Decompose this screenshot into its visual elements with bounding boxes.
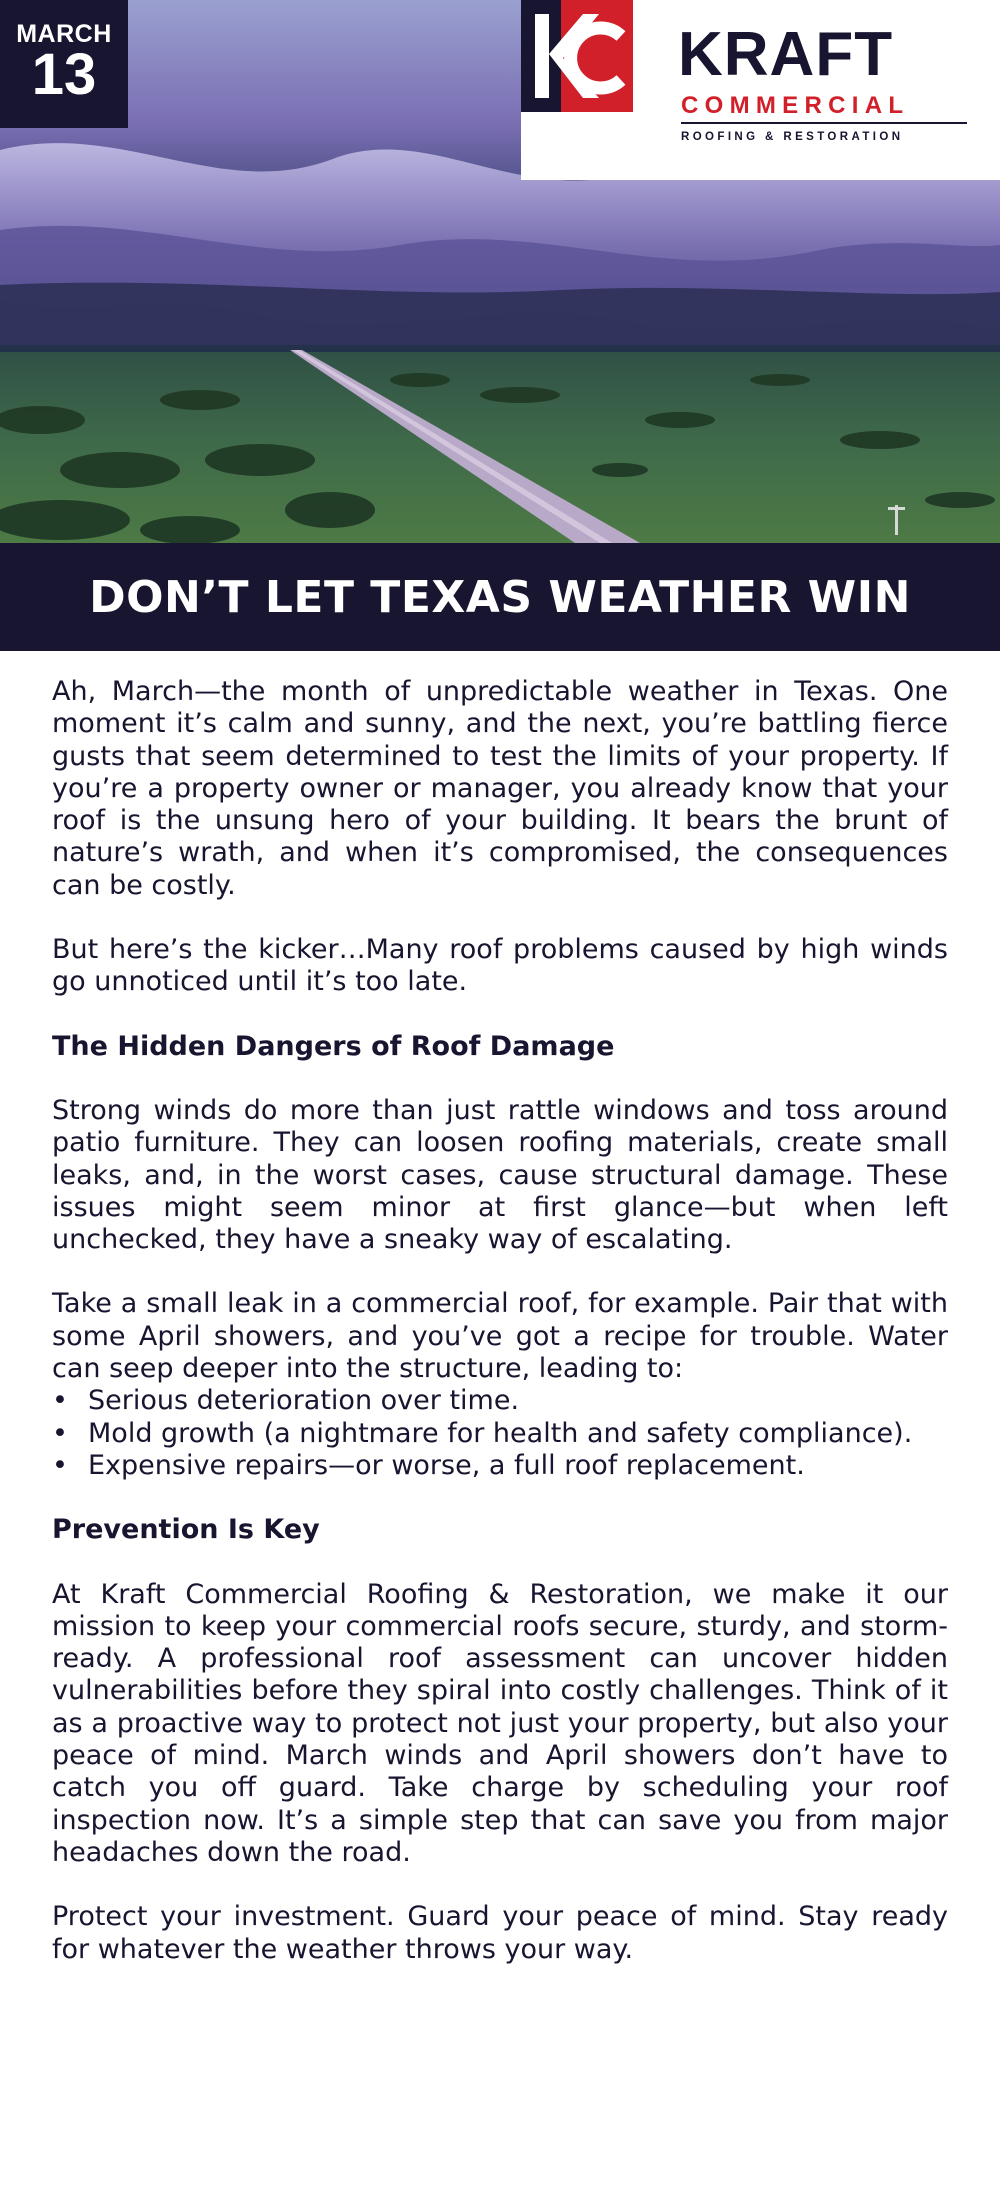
- logo-name: KRAFT: [678, 20, 894, 89]
- logo-divider: [681, 122, 967, 124]
- list-item: [52, 1450, 948, 1482]
- section1-paragraph-2: Take a small leak in a commercial roof, for example. Pair that with some April showers, and you’ve got a recipe for trouble. Water can seep deeper into the structure, leading to:: [52, 1288, 948, 1385]
- section-heading-hidden-dangers: The Hidden Dangers of Roof Damage: [52, 1030, 615, 1062]
- hero-storm-photo: [0, 0, 1000, 543]
- bullet-icon: •: [52, 1417, 68, 1449]
- title-band: [0, 543, 1000, 651]
- closing-paragraph: Protect your investment. Guard your peace of mind. Stay ready for whatever the weather throws your way.: [52, 1901, 948, 1965]
- date-day: 13: [31, 42, 97, 107]
- list-item-text: Mold growth (a nightmare for health and safety compliance).: [88, 1417, 913, 1449]
- intro-paragraph: Ah, March—the month of unpredictable weather in Texas. One moment it’s calm and sunny, and the next, you’re battling fierce gusts that seem determined to test the limits of your property. If you’re a property owner or manager, you already know that your roof is the unsung hero of your building. It bears the brunt of nature’s wrath, and when it’s compromised, the consequences can be costly.: [52, 676, 948, 901]
- logo-tagline: ROOFING & RESTORATION: [681, 131, 904, 143]
- article-body: [52, 676, 948, 1998]
- kraft-commercial-logo: [521, 0, 1000, 180]
- damage-consequences-list: [52, 1385, 948, 1482]
- list-item: [52, 1418, 948, 1450]
- date-month: MARCH: [16, 20, 112, 48]
- kicker-paragraph: But here’s the kicker…Many roof problems caused by high winds go unnoticed until it’s too late.: [52, 934, 948, 998]
- bullet-icon: •: [52, 1449, 68, 1481]
- kc-logo-mark-icon: [521, 0, 633, 112]
- bullet-icon: •: [52, 1385, 68, 1417]
- section1-paragraph-1: Strong winds do more than just rattle windows and toss around patio furniture. They can loosen roofing materials, create small leaks, and, in the worst cases, cause structural damage. These issues might seem minor at first glance—but when left unchecked, they have a sneaky way of escalating.: [52, 1094, 948, 1256]
- section2-paragraph: At Kraft Commercial Roofing & Restoration, we make it our mission to keep your commercial roofs secure, sturdy, and storm-ready. A professional roof assessment can uncover hidden vulnerabilities before they spiral into costly challenges. Think of it as a proactive way to protect not just your property, but also your peace of mind. March winds and April showers don’t have to catch you off guard. Take charge by scheduling your roof inspection now. It’s a simple step that can save you from major headaches down the road.: [52, 1578, 948, 1868]
- list-item-text: Expensive repairs—or worse, a full roof replacement.: [88, 1449, 805, 1481]
- date-badge: [0, 0, 128, 128]
- list-item: [52, 1385, 948, 1417]
- logo-subtitle: COMMERCIAL: [681, 92, 910, 119]
- page-title: DON’T LET TEXAS WEATHER WIN: [89, 571, 911, 623]
- section-heading-prevention: Prevention Is Key: [52, 1514, 320, 1546]
- list-item-text: Serious deterioration over time.: [88, 1385, 520, 1417]
